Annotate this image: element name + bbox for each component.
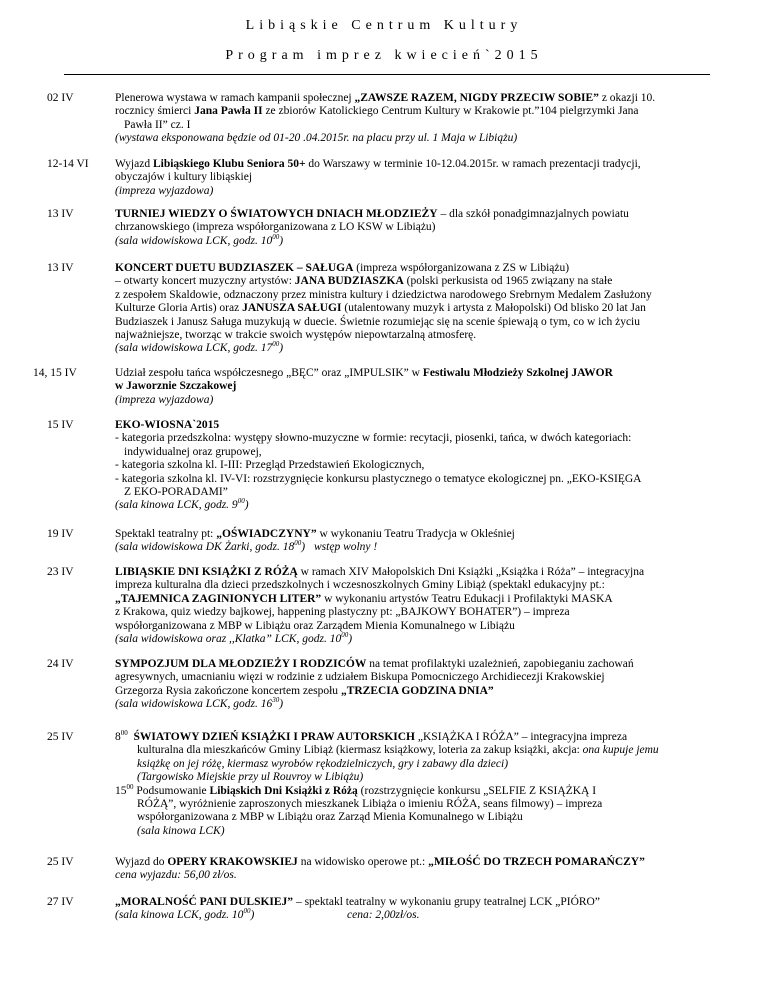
- event-date: 13 IV: [47, 208, 74, 220]
- event-date: 19 IV: [47, 528, 74, 540]
- event-date: 24 IV: [47, 658, 74, 670]
- event-date: 02 IV: [47, 92, 74, 104]
- program-title: Program imprez kwiecień`2015: [225, 48, 543, 63]
- free-entry-note: wstęp wolny !: [314, 541, 378, 554]
- event-text: SYMPOZJUM DLA MŁODZIEŻY I RODZICÓW na temat profilaktyki uzależnień, zapobieganiu zachowań agresywnych, umacnianiu więzi w rodzinie z udziałem Biskupa Pomocniczego Archidiecezji Krakowskiej Grzegorza Rysia zakończone koncertem zespołu „TRZECIA GODZINA DNIA” (sala widowiskowa LCK, godz. $16^{30}$): [115, 658, 634, 711]
- event-date: 14, 15 IV: [33, 367, 77, 379]
- header-rule: [64, 74, 710, 75]
- event-date: 27 IV: [47, 896, 74, 908]
- event-text: KONCERT DUETU BUDZIASZEK – SAŁUGA (impreza współorganizowana z ZS w Libiążu) – otwarty koncert muzyczny artystów: JANA BUDZIASZKA (polski perkusista od 1965 związany na stałe z zespołem Skaldowie, odznaczony przez ministra kultury i dziedzictwa narodowego Srebrnym Medalem Zasłużony Kulturze Gloria Artis) oraz JANUSZA SAŁUGI (utalentowany muzyk i artysta z Małopolski) Od blisko 20 lat Jan Budziaszek i Janusz Saługa muzykują w duecie. Świetnie rozumiejąc się na scenie śpiewają o tym, co w ich życiu najważniejsze, tworząc w trakcie swoich występów niepowtarzalną atmosferę. (sala widowiskowa LCK, godz. $17^{00}$): [115, 262, 652, 355]
- event-text: Wyjazd do OPERY KRAKOWSKIEJ na widowisko operowe pt.: „MIŁOŚĆ DO TRZECH POMARAŃCZY” cena wyjazdu: 56,00 zł/os.: [115, 856, 645, 882]
- price-note: cena: 2,00zł/os.: [347, 909, 420, 922]
- org-title: Libiąskie Centrum Kultury: [245, 18, 523, 33]
- event-date: 25 IV: [47, 856, 74, 868]
- event-text: Wyjazd Libiąskiego Klubu Seniora 50+ do Warszawy w terminie 10-12.04.2015r. w ramach prezentacji tradycji, obyczajów i kultury libiąskiej (impreza wyjazdowa): [115, 158, 641, 197]
- event-text: TURNIEJ WIEDZY O ŚWIATOWYCH DNIACH MŁODZIEŻY – dla szkół ponadgimnazjalnych powiatu chrzanowskiego (impreza współorganizowana z LO KSW w Libiążu) (sala widowiskowa LCK, godz. $10^{00}$): [115, 208, 629, 247]
- event-date: 12-14 VI: [47, 158, 89, 170]
- event-text: LIBIĄSKIE DNI KSIĄŻKI Z RÓŻĄ w ramach XIV Małopolskich Dni Książki „Książka i Róża” – integracyjna impreza kulturalna dla dzieci przedszkolnych i wczesnoszkolnych Gminy Libiąż (spektakl edukacyjny pt.: „TAJEMNICA ZAGINIONYCH LITER” w wykonaniu artystów Teatru Edukacji i Profilaktyki MASKA z Krakowa, quiz wiedzy bajkowej, happening plastyczny pt: „BAJKOWY BOHATER”) – impreza współorganizowana z MBP w Libiążu oraz Zarządem Mienia Komunalnego w Libiążu (sala widowiskowa oraz ,,Klatka” LCK, godz. $10^{00}$): [115, 566, 645, 646]
- event-text: Udział zespołu tańca współczesnego „BĘC” oraz „IMPULSIK” w Festiwalu Młodzieży Szkolnej JAWOR w Jaworznie Szczakowej (impreza wyjazdowa): [115, 367, 613, 406]
- event-date: 15 IV: [47, 419, 74, 431]
- event-date: 13 IV: [47, 262, 74, 274]
- event-text: EKO-WIOSNA`2015 - kategoria przedszkolna: występy słowno-muzyczne w formie: recytacji, piosenki, tańca, w dwóch kategoriach: indywidualnej oraz grupowej, - kategoria szkolna kl. I-III: Przegląd Przedstawień Ekologicznych, - kategoria szkolna kl. IV-VI: rozstrzygnięcie konkursu plastycznego o tematyce ekologicznej pn. „EKO-KSIĘGA Z EKO-PORADAMI” (sala kinowa LCK, godz. $9^{00}$): [115, 419, 642, 512]
- event-text: „MORALNOŚĆ PANI DULSKIEJ” – spektakl teatralny w wykonaniu grupy teatralnej LCK „PIÓRO” (sala kinowa LCK, godz. $10^{00}$) cena: 2,00zł/os.: [115, 896, 600, 922]
- event-text: $8^{00}$ ŚWIATOWY DZIEŃ KSIĄŻKI I PRAW AUTORSKICH „KSIĄŻKA I RÓŻA” – integracyjna impreza kulturalna dla mieszkańców Gminy Libiąż (kiermasz książkowy, loteria za zakup książki, akcja: ona kupuje jemu książkę on jej różę, kiermasz wyrobów rękodzielniczych, gry i zabawy dla dzieci) (Targowisko Miejskie przy ul Rouvroy w Libiążu) $15^{00}$ Podsumowanie Libiąskich Dni Książki z Różą (rozstrzygnięcie konkursu „SELFIE Z KSIĄŻKĄ I RÓŻĄ”, wyróżnienie zaproszonych mieszkanek Libiąża o imieniu RÓŻA, seans filmowy) – impreza współorganizowana z MBP w Libiążu oraz Zarząd Mienia Komunalnego w Libiążu (sala kinowa LCK): [115, 729, 659, 837]
- event-date: 25 IV: [47, 731, 74, 743]
- event-text: Plenerowa wystawa w ramach kampanii społecznej „ZAWSZE RAZEM, NIGDY PRZECIW SOBIE” z okazji 10. rocznicy śmierci Jana Pawła II ze zbiorów Katolickiego Centrum Kultury w Krakowie pt.”104 pielgrzymki Jana Pawła II” cz. I (wystawa eksponowana będzie od 01-20 .04.2015r. na placu przy ul. 1 Maja w Libiążu): [115, 92, 656, 145]
- event-date: 23 IV: [47, 566, 74, 578]
- event-text: Spektakl teatralny pt: „OŚWIADCZYNY” w wykonaniu Teatru Tradycja w Okleśniej (sala widowiskowa DK Żarki, godz. $18^{00}$) wstęp wolny !: [115, 528, 515, 554]
